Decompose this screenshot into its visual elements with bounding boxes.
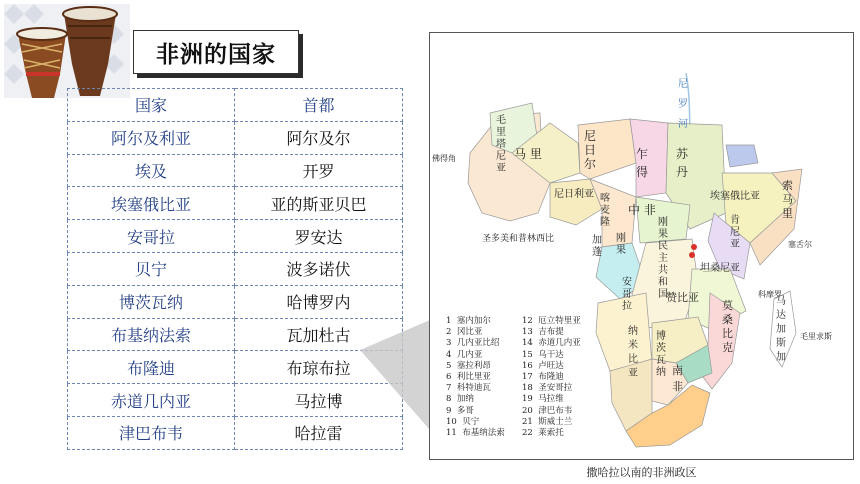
map-label-central-africa: 中 非	[628, 203, 656, 217]
page-title: 非洲的国家	[156, 41, 276, 68]
drums-illustration	[4, 4, 130, 98]
map-label-kenya: 肯尼亚	[730, 215, 740, 250]
table-row	[68, 220, 403, 253]
table-row	[68, 187, 403, 220]
legend-item: 13 吉布提	[522, 327, 564, 338]
legend-item: 17 布隆迪	[522, 372, 564, 383]
country-cell: 布隆迪	[68, 351, 235, 384]
map-label-nile: 尼 罗 河	[678, 79, 688, 130]
capital-cell: 阿尔及尔	[235, 121, 403, 154]
table-row	[68, 318, 403, 351]
country-cell: 埃及	[68, 154, 235, 187]
legend-item: 2 冈比亚	[446, 327, 483, 338]
legend-item: 22 莱索托	[522, 428, 564, 439]
map-legend-left	[446, 316, 505, 439]
map-legend-right	[522, 316, 581, 439]
country-cell: 博茨瓦纳	[68, 285, 235, 318]
country-cell: 阿尔及利亚	[68, 121, 235, 154]
country-capital-table	[67, 88, 403, 450]
capital-cell: 哈博罗内	[235, 285, 403, 318]
map-label-mozambique: 莫桑比克	[722, 299, 733, 354]
capital-cell: 波多诺伏	[235, 252, 403, 285]
legend-item: 10 贝宁	[446, 416, 480, 427]
map-label-namibia: 纳米比亚	[628, 326, 638, 379]
map-label-somalia: 索马里	[782, 179, 793, 220]
map-label-mali: 马 里	[514, 147, 542, 161]
legend-item: 4 几内亚	[446, 349, 483, 360]
map-label-sao-tome: 圣多美和普林西比	[482, 234, 555, 244]
map-label-cape-verde: 佛得角	[432, 154, 456, 163]
legend-item: 8 加纳	[446, 394, 474, 405]
capital-cell: 哈拉雷	[235, 416, 403, 449]
table-header-row	[68, 89, 403, 122]
legend-item: 12 厄立特里亚	[522, 316, 581, 326]
table-row	[68, 416, 403, 449]
legend-item: 16 卢旺达	[522, 360, 564, 371]
legend-item: 3 几内亚比绍	[446, 338, 500, 349]
legend-item: 5 塞拉利昂	[446, 360, 491, 371]
map-label-south-africa: 南 非	[672, 364, 683, 393]
capital-cell: 布琼布拉	[235, 351, 403, 384]
legend-item: 9 多哥	[446, 405, 474, 416]
country-cell: 埃塞俄比亚	[68, 187, 235, 220]
map-label-comoros: 科摩罗	[758, 290, 782, 299]
map-label-botswana: 博茨瓦纳	[656, 331, 666, 378]
page-title-box	[133, 30, 299, 74]
map-label-mauritania: 毛里塔尼亚	[496, 115, 506, 174]
africa-map-panel	[429, 32, 854, 460]
legend-item: 6 利比里亚	[446, 372, 491, 383]
map-label-congo: 刚果	[616, 233, 626, 256]
map-label-drc: 刚果民主共和国	[658, 217, 668, 300]
country-cell: 安哥拉	[68, 220, 235, 253]
table-row	[68, 384, 403, 417]
table-row	[68, 121, 403, 154]
map-caption: 撒哈拉以南的非洲政区	[586, 466, 697, 479]
map-label-seychelles: 塞舌尔	[788, 240, 812, 249]
table-row	[68, 154, 403, 187]
map-label-nigeria: 尼日利亚	[554, 189, 594, 200]
table-row	[68, 252, 403, 285]
map-label-tanzania: 坦桑尼亚	[700, 263, 740, 274]
legend-item: 11 布基纳法索	[446, 428, 505, 439]
table-row	[68, 285, 403, 318]
country-cell: 布基纳法索	[68, 318, 235, 351]
capital-cell: 亚的斯亚贝巴	[235, 187, 403, 220]
legend-item: 7 科特迪瓦	[446, 383, 491, 394]
map-label-sudan: 苏 丹	[676, 147, 689, 179]
capital-cell: 马拉博	[235, 384, 403, 417]
legend-item: 18 圣安哥拉	[522, 383, 573, 394]
legend-item: 20 津巴布韦	[522, 405, 573, 416]
capital-cell: 开罗	[235, 154, 403, 187]
map-label-ethiopia: 埃塞俄比亚	[710, 191, 760, 202]
legend-item: 21 斯威士兰	[522, 416, 573, 427]
legend-item: 1 塞内加尔	[446, 316, 491, 326]
map-label-angola: 安哥拉	[622, 277, 632, 312]
map-label-gabon: 加蓬	[592, 235, 602, 258]
map-label-chad: 乍 得	[636, 147, 649, 179]
country-cell: 贝宁	[68, 252, 235, 285]
header-capital: 首都	[235, 89, 403, 122]
marker-rwanda	[691, 244, 697, 250]
legend-item: 14 赤道几内亚	[522, 338, 581, 349]
map-label-mauritius: 毛里求斯	[800, 332, 832, 341]
country-cell: 津巴布韦	[68, 416, 235, 449]
table-row	[68, 351, 403, 384]
header-country: 国家	[68, 89, 235, 122]
map-label-niger: 尼日尔	[584, 129, 597, 171]
legend-item: 19 马拉维	[522, 394, 564, 405]
capital-cell: 罗安达	[235, 220, 403, 253]
map-label-cameroon: 喀麦隆	[600, 193, 610, 228]
connector-shape	[360, 320, 440, 430]
map-label-zambia: 赞比亚	[666, 291, 699, 304]
region-eritrea	[726, 145, 758, 167]
marker-burundi	[689, 252, 695, 258]
capital-cell: 瓦加杜古	[235, 318, 403, 351]
country-cell: 赤道几内亚	[68, 384, 235, 417]
map-label-madagascar: 马达加斯加	[776, 296, 786, 363]
legend-item: 15 乌干达	[522, 349, 564, 360]
